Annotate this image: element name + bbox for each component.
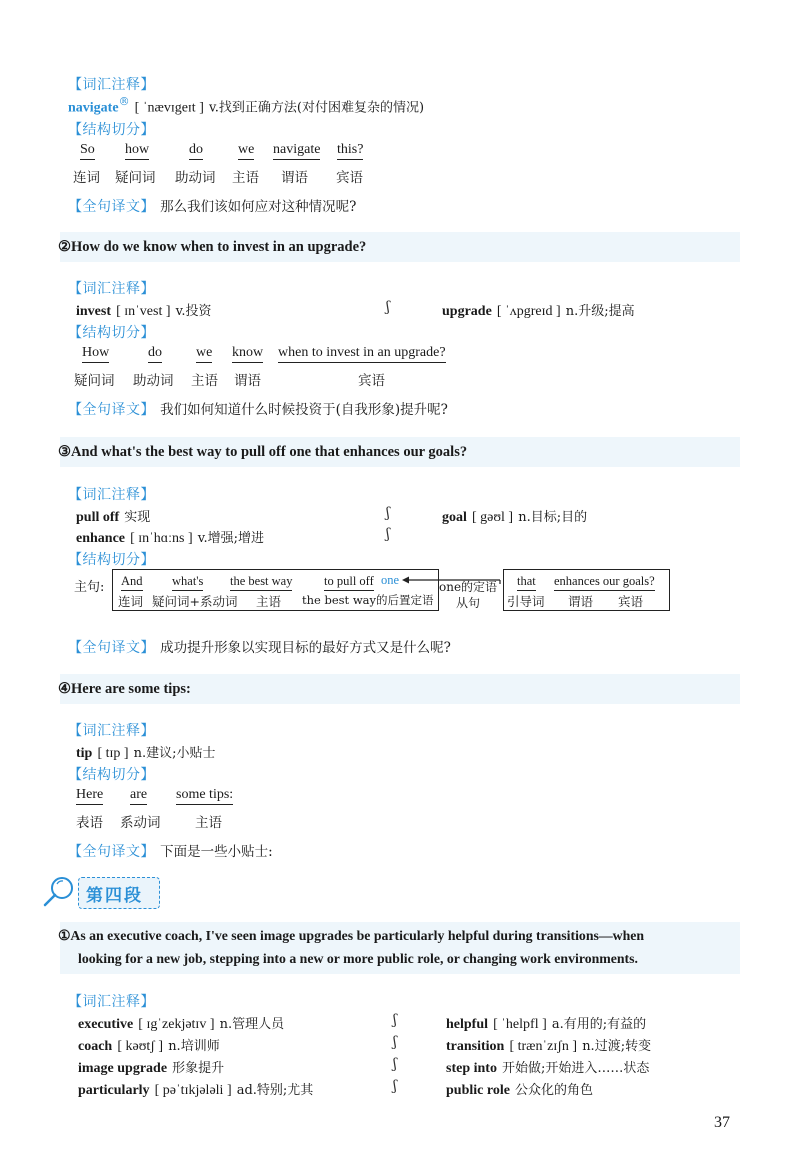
structure-word: what's bbox=[172, 574, 203, 591]
structure-role: 主语 bbox=[256, 594, 282, 609]
structure-word: do bbox=[189, 142, 203, 160]
vocab-phonetic: [ ɪnˈhɑːns ] bbox=[130, 531, 193, 546]
structure-word: we bbox=[238, 142, 254, 160]
magnifier-icon bbox=[40, 874, 76, 910]
vocab-word: helpful bbox=[446, 1017, 489, 1032]
vocab-word: pull off bbox=[76, 510, 120, 525]
vocab-definition: n.管理人员 bbox=[219, 1017, 285, 1032]
translation-text: 成功提升形象以实现目标的最好方式又是什么呢? bbox=[160, 640, 451, 656]
vocab-phonetic: [ ˈʌpgreɪd ] bbox=[496, 304, 561, 319]
vocab-phonetic: [ kəʊtʃ ] bbox=[117, 1039, 164, 1054]
structure-word: that bbox=[517, 574, 536, 591]
vocab-label: 【词汇注释】 bbox=[68, 281, 155, 297]
squiggle-divider-icon: ʃ bbox=[386, 299, 390, 315]
vocab-word: transition bbox=[446, 1039, 505, 1054]
vocab-label: 【词汇注释】 bbox=[68, 994, 155, 1010]
structure-role: 宾语 bbox=[336, 170, 363, 186]
sentence-heading: ②How do we know when to invest in an upgrade? bbox=[58, 239, 367, 255]
vocab-phonetic: [ ɪnˈvest ] bbox=[116, 304, 171, 319]
structure-word: some tips: bbox=[176, 787, 233, 805]
vocab-phonetic: [ ɪgˈzekjətɪv ] bbox=[138, 1017, 215, 1032]
translation-label: 【全句译文】 bbox=[68, 844, 155, 860]
vocab-entry-upgrade bbox=[442, 300, 635, 320]
sentence-heading: ③And what's the best way to pull off one that enhances our goals? bbox=[58, 444, 468, 460]
vocab-entry-coach bbox=[78, 1035, 220, 1055]
vocab-word: image upgrade bbox=[78, 1061, 168, 1076]
sentence-heading: ④Here are some tips: bbox=[58, 681, 191, 697]
structure-role: 疑问词+系动词 bbox=[152, 594, 238, 609]
structure-role: 谓语 宾语 bbox=[568, 594, 644, 609]
squiggle-divider-icon: ʃ bbox=[393, 1034, 397, 1050]
structure-word: how bbox=[125, 142, 149, 160]
structure-word: this? bbox=[337, 142, 363, 160]
translation-text: 下面是一些小贴士: bbox=[160, 844, 273, 860]
vocab-label: 【词汇注释】 bbox=[68, 723, 155, 739]
vocab-definition: n.目标;目的 bbox=[518, 510, 588, 525]
vocab-entry-public-role bbox=[446, 1079, 593, 1099]
structure-label: 【结构切分】 bbox=[68, 552, 155, 568]
vocab-definition: v.增强;增进 bbox=[197, 531, 265, 546]
vocab-entry-transition bbox=[446, 1035, 651, 1055]
structure-word: navigate bbox=[273, 142, 320, 160]
section-title: 第四段 bbox=[86, 886, 143, 906]
translation-row bbox=[68, 195, 356, 216]
vocab-label: 【词汇注释】 bbox=[68, 77, 155, 93]
structure-word: do bbox=[148, 345, 162, 363]
translation-text: 我们如何知道什么时候投资于(自我形象)提升呢? bbox=[160, 402, 448, 418]
structure-label: 【结构切分】 bbox=[68, 325, 155, 341]
vocab-entry-image-upgrade bbox=[78, 1057, 224, 1077]
structure-role: 助动词 bbox=[133, 373, 174, 389]
relative-clause-label: one的定语 bbox=[439, 580, 498, 594]
translation-row bbox=[68, 398, 448, 419]
sentence-heading: ①As an executive coach, I've seen image upgrades be particularly helpful during transitions—when bbox=[58, 928, 645, 943]
vocab-phonetic: [ trænˈzɪʃn ] bbox=[509, 1039, 578, 1054]
vocab-definition: 开始做;开始进入……状态 bbox=[502, 1061, 650, 1076]
structure-role: 系动词 bbox=[120, 815, 161, 831]
sentence-heading-line2: looking for a new job, stepping into a new or more public role, or changing work environments. bbox=[78, 951, 638, 966]
page-number: 37 bbox=[714, 1114, 730, 1131]
structure-word: So bbox=[80, 142, 95, 160]
translation-label: 【全句译文】 bbox=[68, 402, 155, 418]
vocab-definition: n.建议;小贴士 bbox=[133, 746, 216, 761]
structure-word: And bbox=[121, 574, 143, 591]
vocab-entry-executive bbox=[78, 1013, 284, 1033]
structure-label: 【结构切分】 bbox=[68, 767, 155, 783]
vocab-phonetic: [ tɪp ] bbox=[97, 746, 129, 761]
vocab-phonetic: [ ˈhelpfl ] bbox=[493, 1017, 547, 1032]
structure-word: enhances our goals? bbox=[554, 574, 655, 591]
translation-label: 【全句译文】 bbox=[68, 640, 155, 656]
structure-role: 疑问词 bbox=[115, 170, 156, 186]
vocab-label: 【词汇注释】 bbox=[68, 487, 155, 503]
structure-word: know bbox=[232, 345, 263, 363]
structure-role: 疑问词 bbox=[74, 373, 115, 389]
structure-role: 主语 bbox=[191, 373, 218, 389]
relative-clause-label: 从句 bbox=[456, 596, 481, 610]
vocab-entry-navigate bbox=[68, 95, 424, 116]
structure-word: How bbox=[82, 345, 109, 363]
main-clause-label: 主句: bbox=[74, 580, 105, 595]
vocab-word: navigate bbox=[68, 100, 119, 116]
structure-word: to pull off bbox=[324, 574, 374, 591]
translation-text: 那么我们该如何应对这种情况呢? bbox=[160, 199, 357, 215]
structure-role: 谓语 bbox=[281, 170, 308, 186]
vocab-definition: a.有用的;有益的 bbox=[551, 1017, 647, 1032]
structure-role: 引导词 bbox=[507, 594, 545, 609]
vocab-definition: 实现 bbox=[124, 510, 151, 525]
structure-word: Here bbox=[76, 787, 103, 805]
vocab-word: goal bbox=[442, 510, 467, 525]
vocab-word: executive bbox=[78, 1017, 134, 1032]
vocab-entry-particularly bbox=[78, 1079, 313, 1099]
structure-role: 表语 bbox=[76, 815, 103, 831]
vocab-definition: v.投资 bbox=[175, 304, 212, 319]
vocab-word: enhance bbox=[76, 531, 125, 546]
vocab-definition: v.找到正确方法(对付困难复杂的情况) bbox=[208, 100, 425, 116]
translation-row bbox=[68, 840, 273, 861]
vocab-definition: 公众化的角色 bbox=[515, 1083, 594, 1098]
structure-word: the best way bbox=[230, 574, 292, 591]
vocab-word: public role bbox=[446, 1083, 510, 1098]
structure-role: 助动词 bbox=[175, 170, 216, 186]
vocab-word: step into bbox=[446, 1061, 497, 1076]
structure-word: are bbox=[130, 787, 147, 805]
squiggle-divider-icon: ʃ bbox=[393, 1078, 397, 1094]
translation-row bbox=[68, 636, 451, 657]
registered-mark-icon: ® bbox=[118, 95, 130, 108]
structure-role: 连词 bbox=[73, 170, 100, 186]
vocab-entry-invest bbox=[76, 300, 212, 320]
translation-label: 【全句译文】 bbox=[68, 199, 155, 215]
squiggle-divider-icon: ʃ bbox=[386, 505, 390, 521]
vocab-phonetic: [ ˈnævɪgeɪt ] bbox=[134, 100, 204, 116]
vocab-entry-pull-off bbox=[76, 506, 150, 526]
vocab-phonetic: [ gəʊl ] bbox=[471, 510, 514, 525]
structure-word: we bbox=[196, 345, 212, 363]
vocab-entry-tip bbox=[76, 742, 216, 762]
one-word: one bbox=[381, 573, 400, 587]
squiggle-divider-icon: ʃ bbox=[393, 1012, 397, 1028]
structure-word: when to invest in an upgrade? bbox=[278, 345, 446, 363]
vocab-definition: 形象提升 bbox=[172, 1061, 225, 1076]
vocab-entry-enhance bbox=[76, 527, 264, 547]
vocab-word: upgrade bbox=[442, 304, 492, 319]
structure-role: 主语 bbox=[232, 170, 259, 186]
vocab-entry-helpful bbox=[446, 1013, 646, 1033]
vocab-word: invest bbox=[76, 304, 111, 319]
structure-role: the best way的后置定语 bbox=[302, 593, 434, 607]
vocab-word: tip bbox=[76, 746, 93, 761]
vocab-entry-step-into bbox=[446, 1057, 649, 1077]
structure-role: 宾语 bbox=[358, 373, 385, 389]
structure-role: 谓语 bbox=[234, 373, 261, 389]
squiggle-divider-icon: ʃ bbox=[386, 526, 390, 542]
vocab-word: particularly bbox=[78, 1083, 150, 1098]
vocab-entry-goal bbox=[442, 506, 587, 526]
vocab-definition: ad.特别;尤其 bbox=[236, 1083, 314, 1098]
structure-label: 【结构切分】 bbox=[68, 122, 155, 138]
structure-role: 连词 bbox=[118, 594, 144, 609]
vocab-definition: n.培训师 bbox=[168, 1039, 220, 1054]
vocab-definition: n.过渡;转变 bbox=[582, 1039, 652, 1054]
structure-role: 主语 bbox=[195, 815, 222, 831]
squiggle-divider-icon: ʃ bbox=[393, 1056, 397, 1072]
vocab-definition: n.升级;提高 bbox=[565, 304, 635, 319]
vocab-word: coach bbox=[78, 1039, 113, 1054]
vocab-phonetic: [ pəˈtɪkjələli ] bbox=[154, 1083, 232, 1098]
